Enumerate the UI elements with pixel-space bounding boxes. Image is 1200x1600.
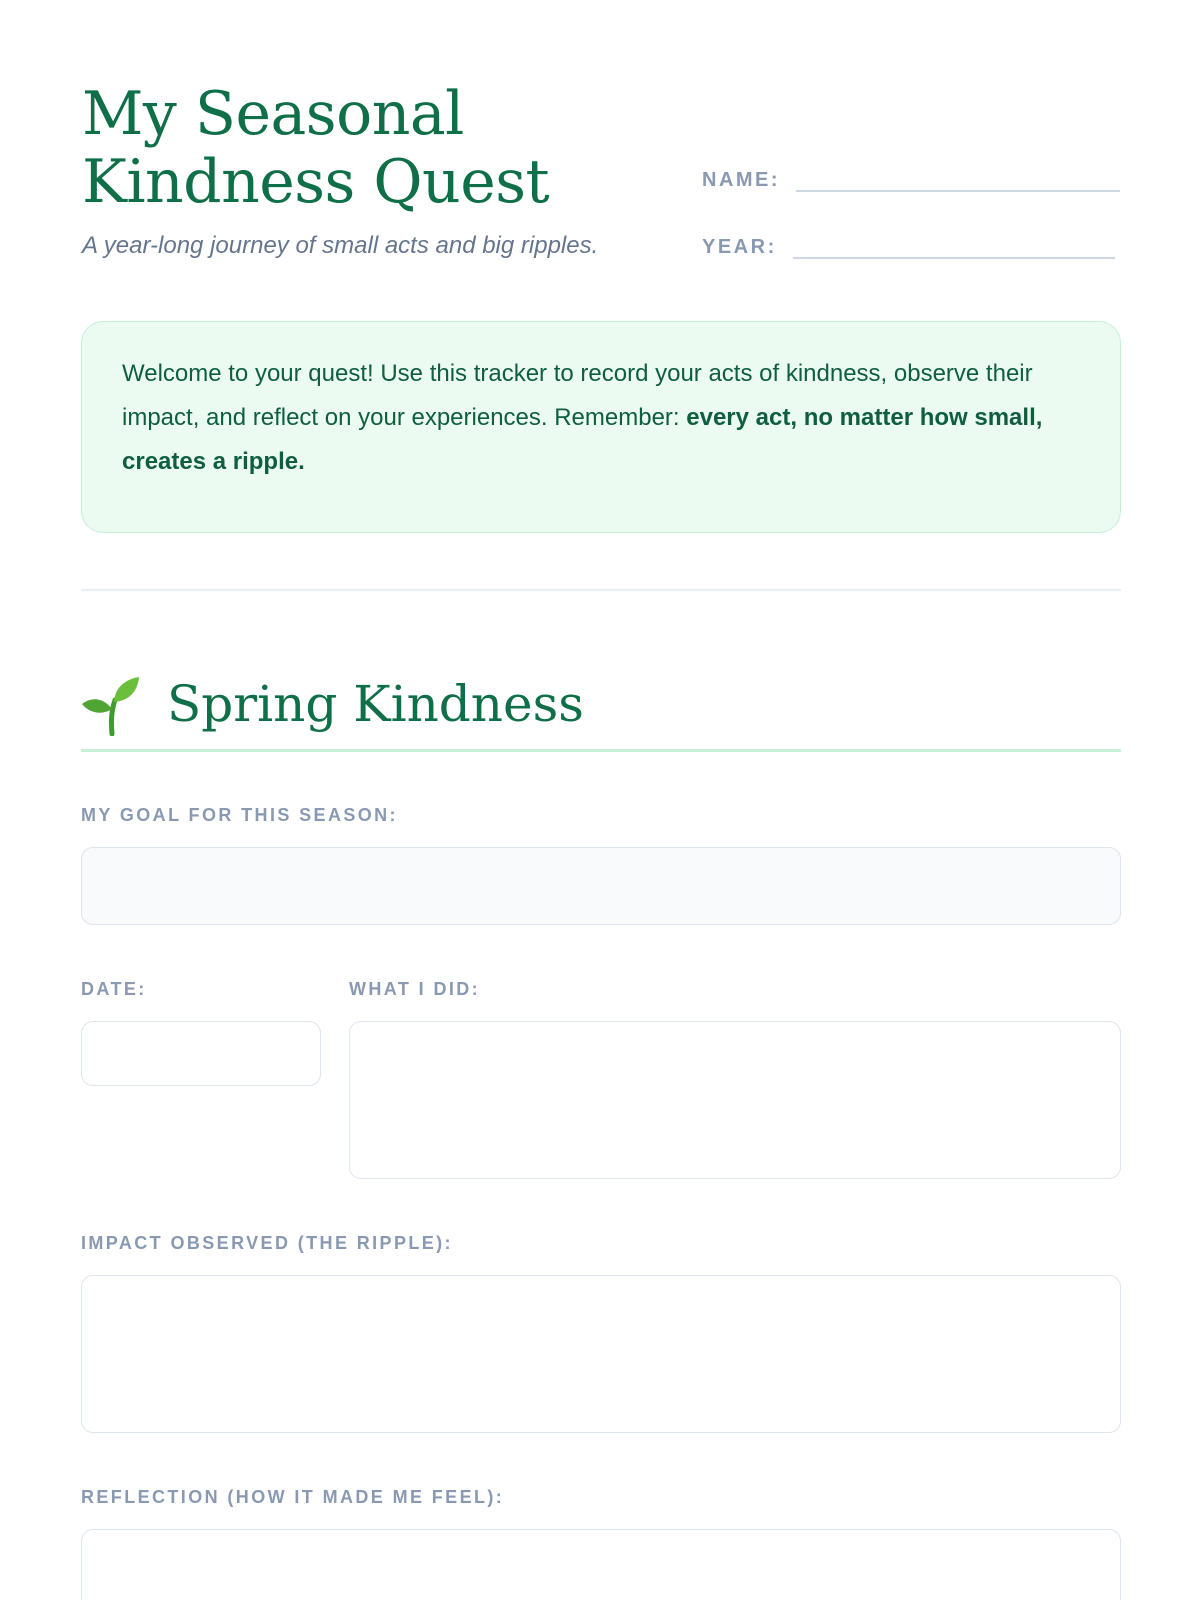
impact-label: IMPACT OBSERVED (THE RIPPLE): — [81, 1233, 453, 1253]
date-label: DATE: — [81, 979, 147, 999]
goal-label: MY GOAL FOR THIS SEASON: — [81, 805, 398, 825]
page-title: My Seasonal Kindness Quest — [82, 79, 550, 217]
impact-field[interactable] — [81, 1275, 1121, 1433]
intro-box — [81, 321, 1121, 533]
name-row — [702, 168, 1120, 192]
year-row — [702, 235, 1115, 259]
year-field[interactable] — [793, 235, 1115, 259]
name-label: NAME: — [702, 169, 781, 191]
year-label: YEAR: — [702, 236, 777, 258]
date-field[interactable] — [81, 1021, 321, 1086]
sprout-icon — [81, 676, 141, 736]
what-field[interactable] — [349, 1021, 1121, 1179]
season-title: Spring Kindness — [167, 675, 584, 733]
what-label: WHAT I DID: — [349, 979, 481, 999]
name-field[interactable] — [796, 168, 1120, 192]
goal-field[interactable] — [81, 847, 1121, 925]
reflection-label: REFLECTION (HOW IT MADE ME FEEL): — [81, 1487, 505, 1507]
intro-emphasis: every act, no matter how small, creates a ripple. — [122, 404, 1043, 475]
page-subtitle: A year-long journey of small acts and big ripples. — [82, 232, 599, 259]
season-header — [81, 668, 1121, 752]
section-divider — [81, 589, 1121, 591]
reflection-field[interactable] — [81, 1529, 1121, 1600]
intro-text: Welcome to your quest! Use this tracker to record your acts of kindness, observe their impact, and reflect on your experiences. Remember: — [122, 360, 1033, 431]
